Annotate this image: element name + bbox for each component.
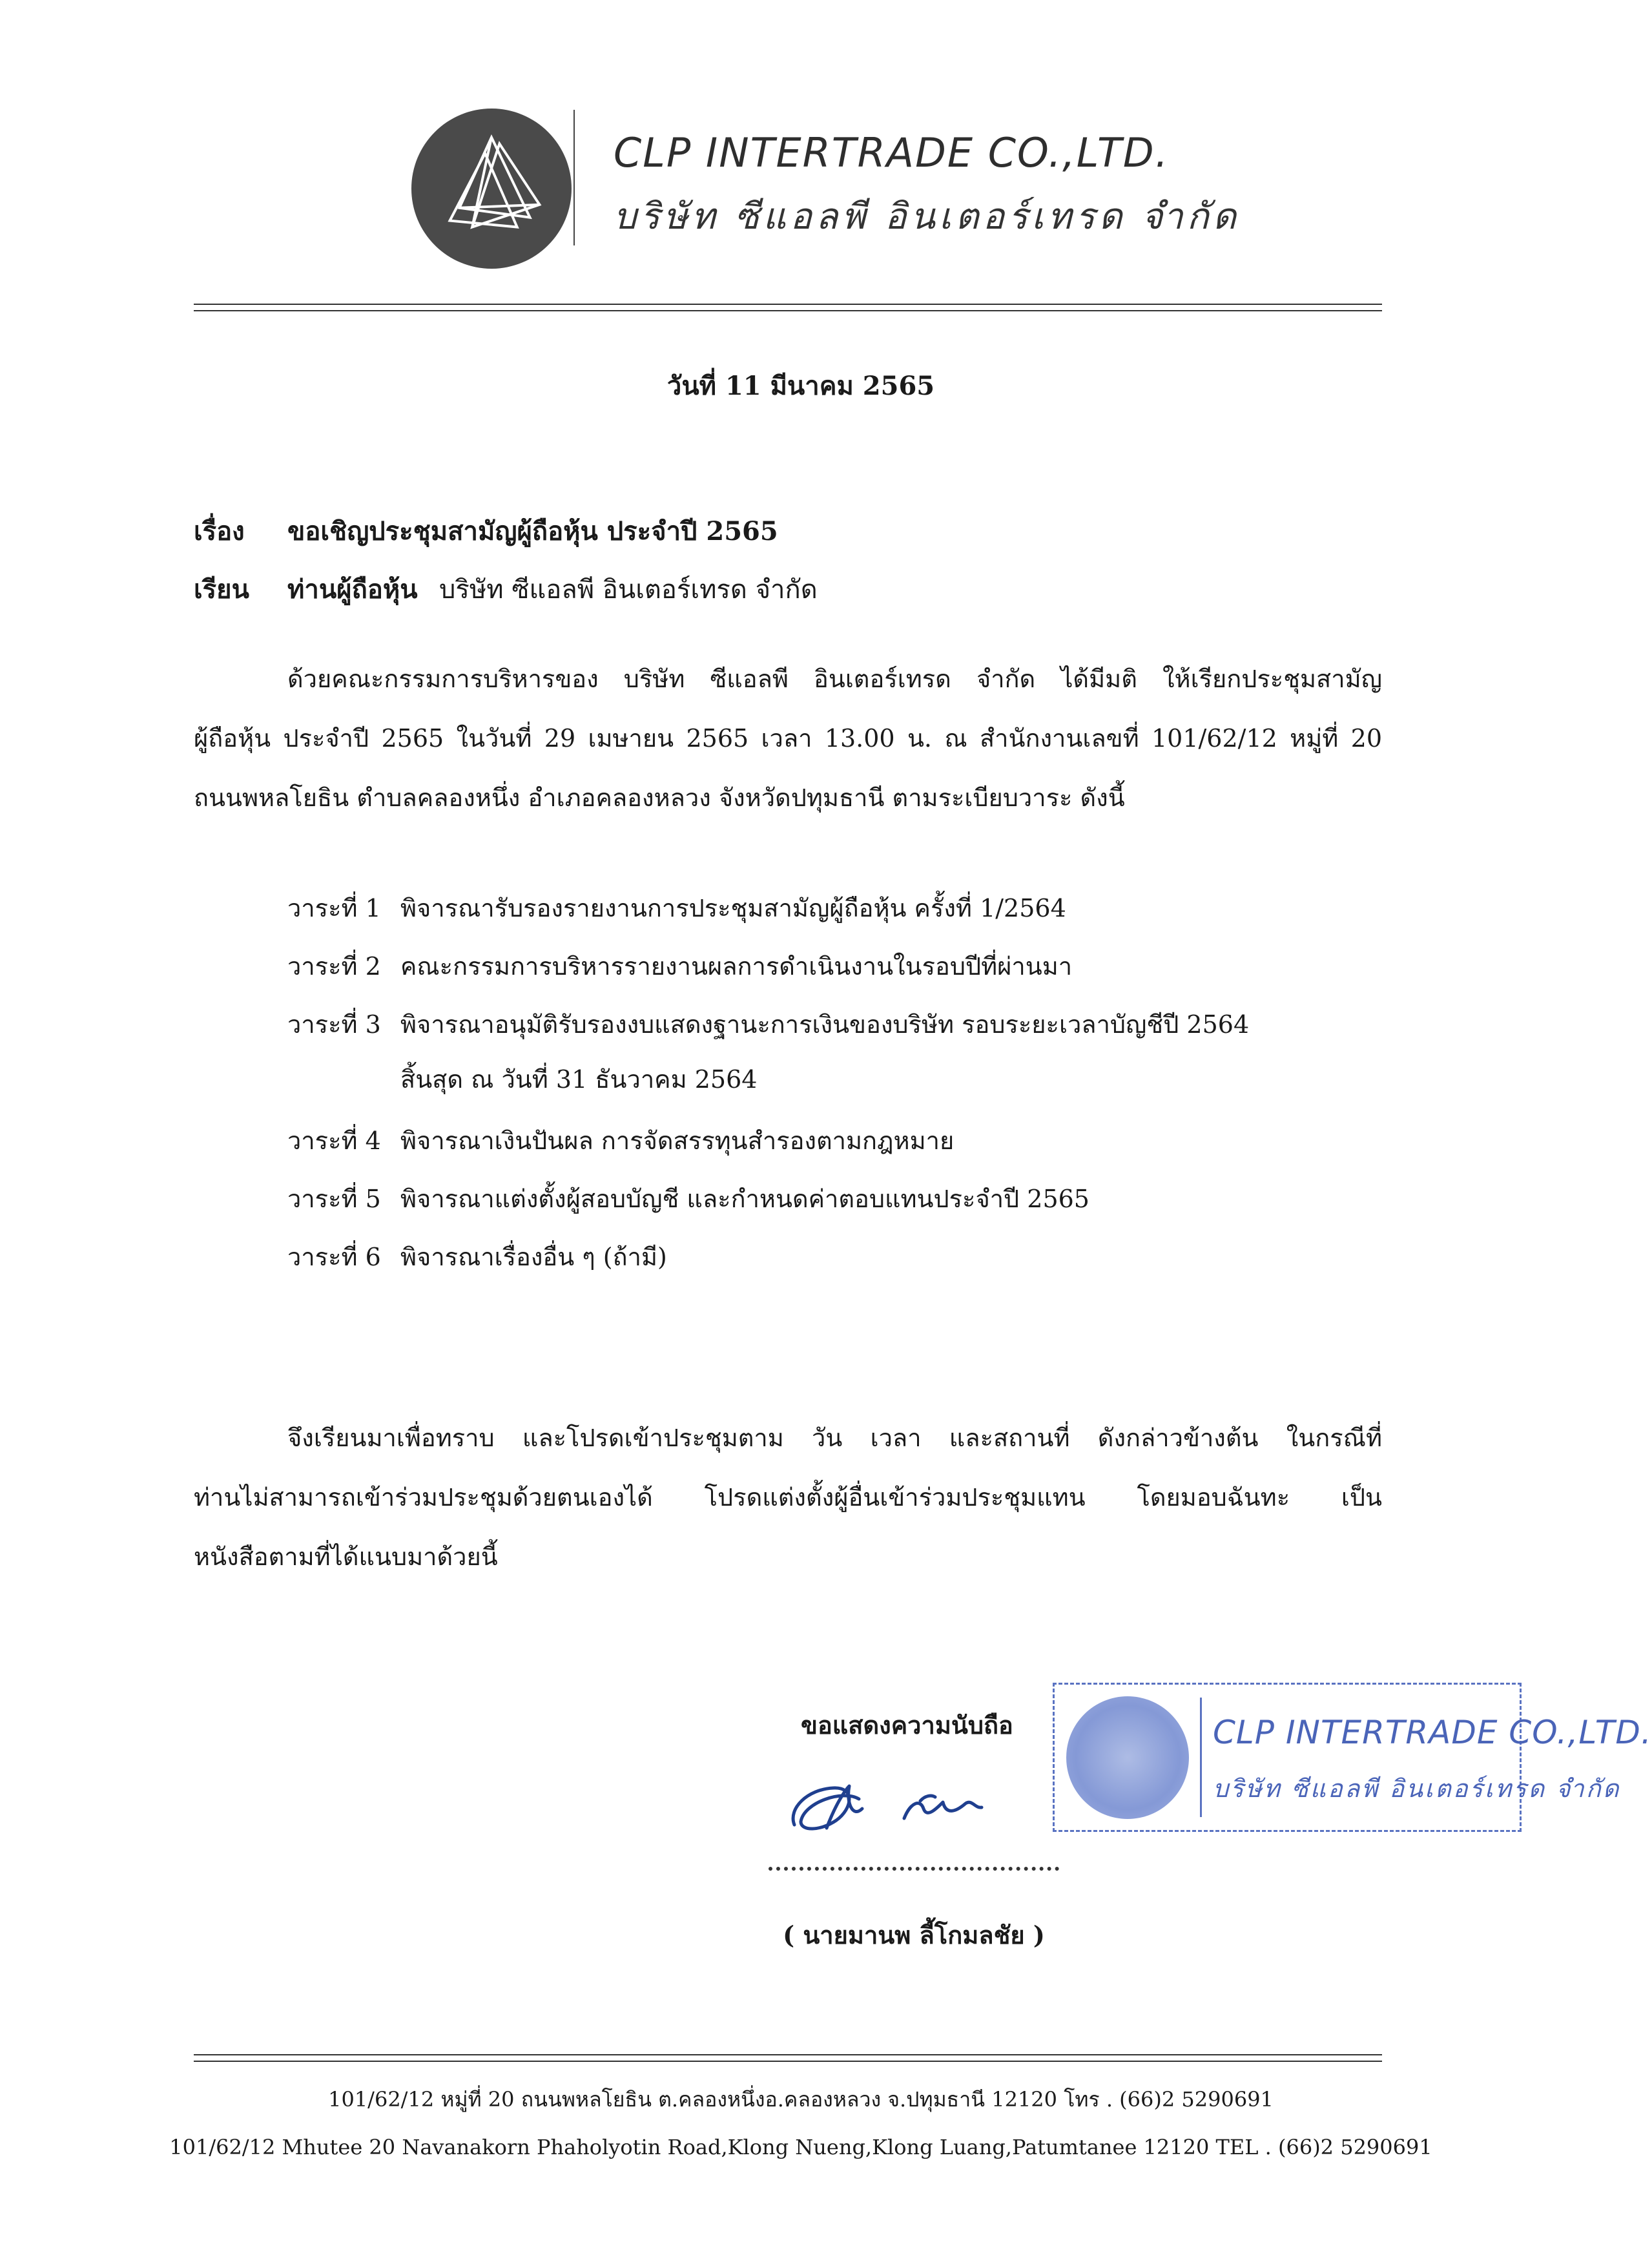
company-stamp (1053, 1683, 1652, 1832)
intro-line: ด้วยคณะกรรมการบริหารของ บริษัท ซีแอลพี อินเตอร์เทรด จำกัด ได้มีมติ ให้เรียกประชุมสามัญ (287, 665, 1382, 693)
intro-line: ผู้ถือหุ้น ประจำปี 2565 ในวันที่ 29 เมษายน 2565 เวลา 13.00 น. ณ สำนักงานเลขที่ 101/62/12 หมู่ที่ 20 (194, 724, 1382, 753)
agenda-continuation: สิ้นสุด ณ วันที่ 31 ธันวาคม 2564 (400, 1065, 758, 1094)
stamp-company-th: บริษัท ซีแอลพี อินเตอร์เทรด จำกัด (1213, 1774, 1621, 1803)
agenda-item (287, 946, 1072, 986)
agenda-text: พิจารณาอนุมัติรับรองงบแสดงฐานะการเงินของบริษัท รอบระยะเวลาบัญชีปี 2564 (400, 1010, 1250, 1039)
footer-address-th: 101/62/12 หมู่ที่ 20 ถนนพหลโยธิน ต.คลองหนึ่งอ.คลองหลวง จ.ปทุมธานี 12120 โทร . (66)2 5290691 (328, 2087, 1274, 2112)
agenda-item (287, 888, 1066, 928)
company-name-en: CLP INTERTRADE CO.,LTD. (614, 129, 1170, 176)
company-logo (411, 109, 572, 269)
signoff: ขอแสดงความนับถือ (801, 1710, 1013, 1740)
agenda-text: พิจารณาเงินปันผล การจัดสรรทุนสำรองตามกฎหมาย (400, 1127, 955, 1155)
agenda-item (287, 1237, 667, 1276)
agenda-item (287, 1179, 1089, 1218)
header-rule (194, 304, 1382, 305)
agenda-label: วาระที่ 1 (287, 894, 381, 922)
agenda-item (287, 1121, 954, 1160)
closing-line: หนังสือตามที่ได้แนบมาด้วยนี้ (194, 1543, 498, 1571)
agenda-item (287, 1004, 1249, 1044)
handwritten-signature (781, 1763, 1014, 1847)
footer-rule (194, 2054, 1382, 2055)
stamp-seal (1066, 1696, 1189, 1819)
signature-line (769, 1867, 1059, 1871)
footer-rule (194, 2061, 1382, 2062)
agenda-text: พิจารณาแต่งตั้งผู้สอบบัญชี และกำหนดค่าตอบแทนประจำปี 2565 (400, 1185, 1089, 1213)
agenda-text: พิจารณาเรื่องอื่น ๆ (ถ้ามี) (400, 1243, 667, 1271)
stamp-company-en: CLP INTERTRADE CO.,LTD. (1213, 1714, 1652, 1751)
closing-line: ท่านไม่สามารถเข้าร่วมประชุมด้วยตนเองได้ โปรดแต่งตั้งผู้อื่นเข้าร่วมประชุมแทน โดยมอบฉันทะ เป็น (194, 1483, 1382, 1512)
agenda-label: วาระที่ 5 (287, 1185, 381, 1213)
agenda-text: คณะกรรมการบริหารรายงานผลการดำเนินงานในรอบปีที่ผ่านมา (400, 952, 1073, 981)
agenda-label: วาระที่ 3 (287, 1010, 381, 1039)
agenda-label: วาระที่ 4 (287, 1127, 381, 1155)
subject-text: ขอเชิญประชุมสามัญผู้ถือหุ้น ประจำปี 2565 (287, 516, 778, 546)
signer-name: ( นายมานพ ลี้โกมลชัย ) (783, 1920, 1045, 1949)
company-name-th: บริษัท ซีแอลพี อินเตอร์เทรด จำกัด (614, 196, 1240, 238)
subject-label: เรื่อง (194, 516, 245, 546)
letter-date: วันที่ 11 มีนาคม 2565 (666, 371, 935, 401)
recipient-company: บริษัท ซีแอลพี อินเตอร์เทรด จำกัด (439, 575, 818, 605)
stamp-divider (1200, 1698, 1202, 1817)
recipient-label: เรียน (194, 574, 249, 605)
agenda-label: วาระที่ 6 (287, 1243, 381, 1271)
agenda-label: วาระที่ 2 (287, 952, 381, 981)
header-rule (194, 310, 1382, 311)
recipient-title: ท่านผู้ถือหุ้น (287, 574, 418, 605)
logo-triangles-icon (411, 109, 572, 269)
agenda-text: พิจารณารับรองรายงานการประชุมสามัญผู้ถือหุ้น ครั้งที่ 1/2564 (400, 894, 1066, 922)
header-divider (573, 110, 575, 245)
closing-line: จึงเรียนมาเพื่อทราบ และโปรดเข้าประชุมตาม วัน เวลา และสถานที่ ดังกล่าวข้างต้น ในกรณีที่ (287, 1424, 1382, 1452)
footer-address-en: 101/62/12 Mhutee 20 Navanakorn Phaholyotin Road,Klong Nueng,Klong Luang,Patumtanee 12120 TEL . (66)2 5290691 (169, 2135, 1432, 2159)
intro-line: ถนนพหลโยธิน ตำบลคลองหนึ่ง อำเภอคลองหลวง จังหวัดปทุมธานี ตามระเบียบวาระ ดังนี้ (194, 784, 1125, 812)
